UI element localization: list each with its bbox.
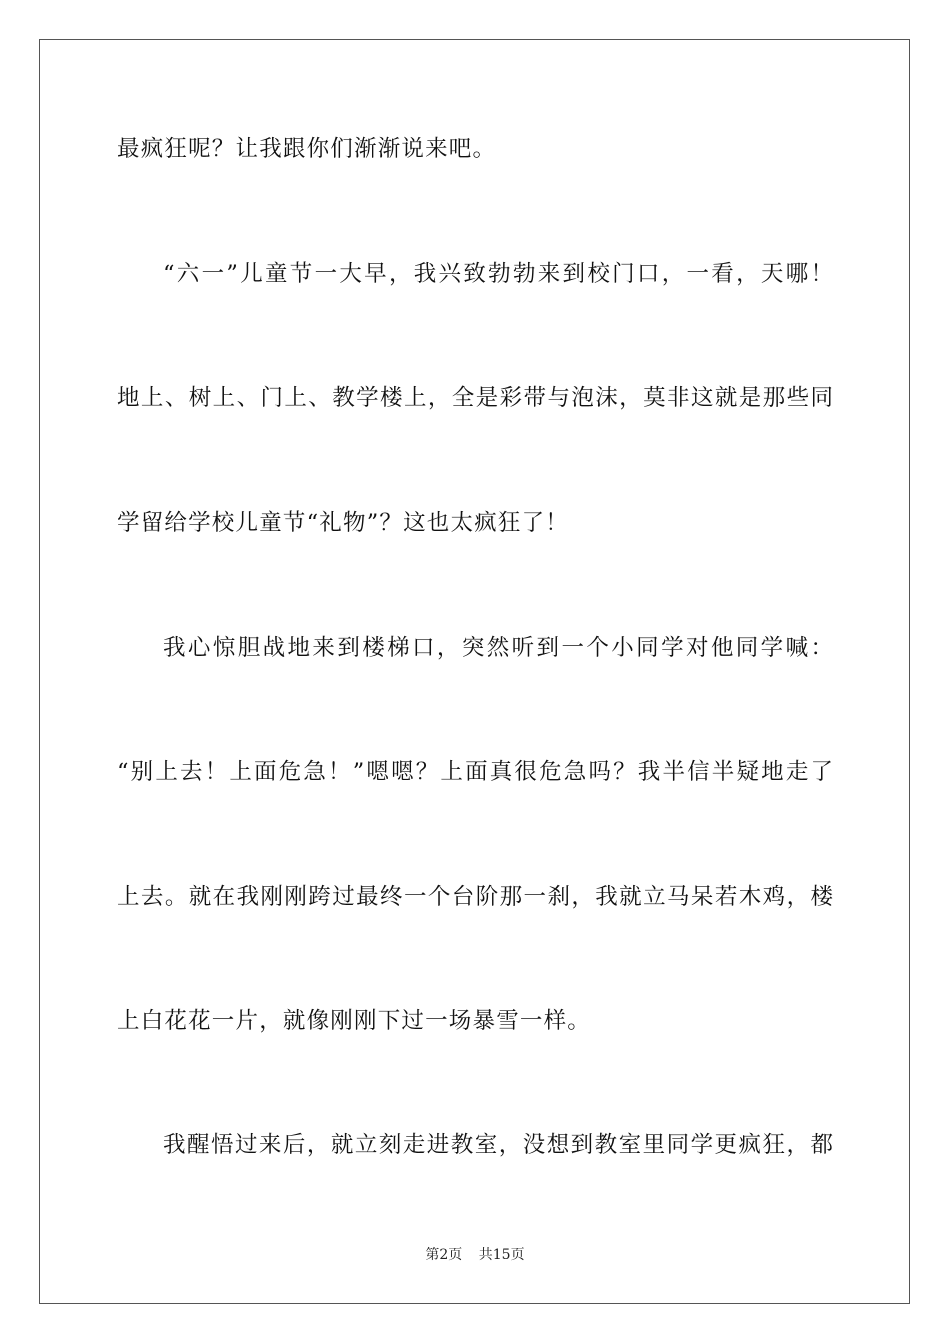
page-frame (39, 39, 910, 1304)
text-line-5: 我心惊胆战地来到楼梯口，突然听到一个小同学对他同学喊： (163, 635, 833, 661)
text-line-4: 学留给学校儿童节“礼物”？这也太疯狂了！ (117, 510, 570, 536)
text-line-2: “六一”儿童节一大早，我兴致勃勃来到校门口，一看，天哪！ (163, 261, 833, 287)
text-line-1: 最疯狂呢？让我跟你们渐渐说来吧。 (117, 136, 497, 162)
text-line-9: 我醒悟过来后，就立刻走进教室，没想到教室里同学更疯狂，都 (163, 1132, 833, 1158)
page-footer (0, 1246, 950, 1264)
page-number: 第2页 (425, 1247, 463, 1263)
total-pages: 共15页 (478, 1247, 525, 1263)
text-line-7: 上去。就在我刚刚跨过最终一个台阶那一刹，我就立马呆若木鸡，楼 (117, 884, 833, 910)
text-line-3: 地上、树上、门上、教学楼上，全是彩带与泡沫，莫非这就是那些同 (117, 385, 833, 411)
text-line-6: “别上去！上面危急！”嗯嗯？上面真很危急吗？我半信半疑地走了 (117, 759, 833, 785)
text-line-8: 上白花花一片，就像刚刚下过一场暴雪一样。 (117, 1008, 592, 1034)
